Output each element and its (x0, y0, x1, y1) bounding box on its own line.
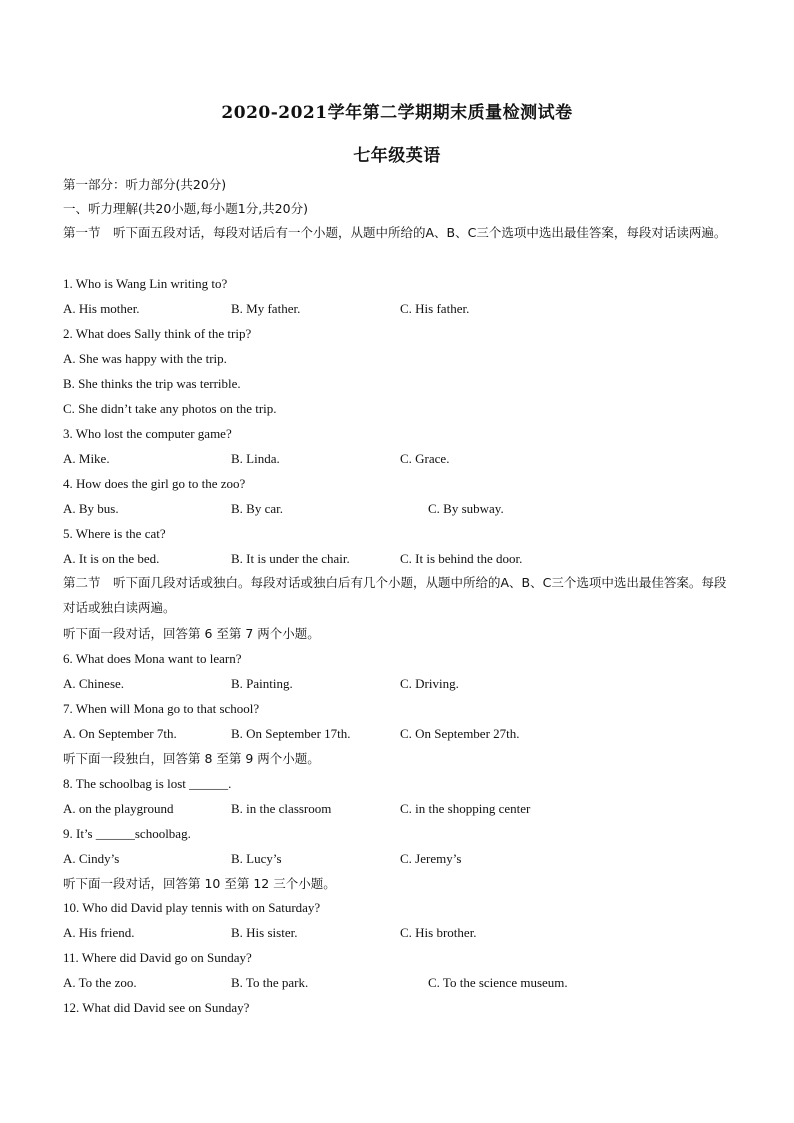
question-7: 7. When will Mona go to that school? (63, 701, 260, 716)
q2-option-c: C. She didn’t take any photos on the trip. (63, 401, 277, 416)
section1-instruction: 第一节 听下面五段对话，每段对话后有一个小题，从题中所给的A、B、C三个选项中选出最佳答案，每段对话读两遍。 (63, 225, 727, 240)
q5-option-a: A. It is on the bed. (63, 551, 160, 566)
exam-subtitle: 七年级英语 (353, 146, 441, 166)
section-heading: 一、听力理解(共20小题,每小题1分,共20分) (63, 201, 308, 216)
q7-option-b: B. On September 17th. (231, 726, 351, 741)
question-12: 12. What did David see on Sunday? (63, 1000, 250, 1015)
question-9: 9. It’s ______schoolbag. (63, 826, 191, 841)
exam-title: 2020-2021学年第二学期期末质量检测试卷 (221, 103, 573, 123)
q4-option-a: A. By bus. (63, 501, 119, 516)
q6-option-b: B. Painting. (231, 676, 293, 691)
q9-option-a: A. Cindy’s (63, 851, 120, 866)
q8-option-c: C. in the shopping center (400, 801, 531, 816)
q1-option-c: C. His father. (400, 301, 470, 316)
q3-option-c: C. Grace. (400, 451, 450, 466)
q5-option-b: B. It is under the chair. (231, 551, 350, 566)
question-4: 4. How does the girl go to the zoo? (63, 476, 246, 491)
q5-option-c: C. It is behind the door. (400, 551, 523, 566)
question-3: 3. Who lost the computer game? (63, 426, 232, 441)
q8-option-a: A. on the playground (63, 801, 174, 816)
section2-instruction: 第二节 听下面几段对话或独白。每段对话或独白后有几个小题，从题中所给的A、B、C三个选项中选出最佳答案。每段对话或独白读两遍。 (63, 575, 727, 615)
q6-option-a: A. Chinese. (63, 676, 125, 691)
listening-note-8-9: 听下面一段独白，回答第 8 至第 9 两个小题。 (63, 751, 320, 766)
q2-option-b: B. She thinks the trip was terrible. (63, 376, 241, 391)
q1-option-b: B. My father. (231, 301, 301, 316)
q4-option-b: B. By car. (231, 501, 283, 516)
question-2: 2. What does Sally think of the trip? (63, 326, 252, 341)
q9-option-b: B. Lucy’s (231, 851, 282, 866)
q7-option-a: A. On September 7th. (63, 726, 177, 741)
question-5: 5. Where is the cat? (63, 526, 166, 541)
question-1: 1. Who is Wang Lin writing to? (63, 276, 228, 291)
q2-option-a: A. She was happy with the trip. (63, 351, 227, 366)
q7-option-c: C. On September 27th. (400, 726, 520, 741)
question-10: 10. Who did David play tennis with on Saturday? (63, 900, 321, 915)
q11-option-a: A. To the zoo. (63, 975, 137, 990)
q10-option-a: A. His friend. (63, 925, 135, 940)
question-11: 11. Where did David go on Sunday? (63, 950, 252, 965)
q11-option-c: C. To the science museum. (428, 975, 568, 990)
q8-option-b: B. in the classroom (231, 801, 332, 816)
q11-option-b: B. To the park. (231, 975, 309, 990)
question-8: 8. The schoolbag is lost ______. (63, 776, 232, 791)
q9-option-c: C. Jeremy’s (400, 851, 462, 866)
question-6: 6. What does Mona want to learn? (63, 651, 242, 666)
part-heading: 第一部分：听力部分(共20分) (63, 177, 227, 192)
q3-option-b: B. Linda. (231, 451, 280, 466)
q3-option-a: A. Mike. (63, 451, 110, 466)
q6-option-c: C. Driving. (400, 676, 459, 691)
q10-option-b: B. His sister. (231, 925, 298, 940)
q10-option-c: C. His brother. (400, 925, 477, 940)
listening-note-6-7: 听下面一段对话，回答第 6 至第 7 两个小题。 (63, 626, 320, 641)
listening-note-10-12: 听下面一段对话，回答第 10 至第 12 三个小题。 (63, 876, 336, 891)
q4-option-c: C. By subway. (428, 501, 504, 516)
q1-option-a: A. His mother. (63, 301, 140, 316)
